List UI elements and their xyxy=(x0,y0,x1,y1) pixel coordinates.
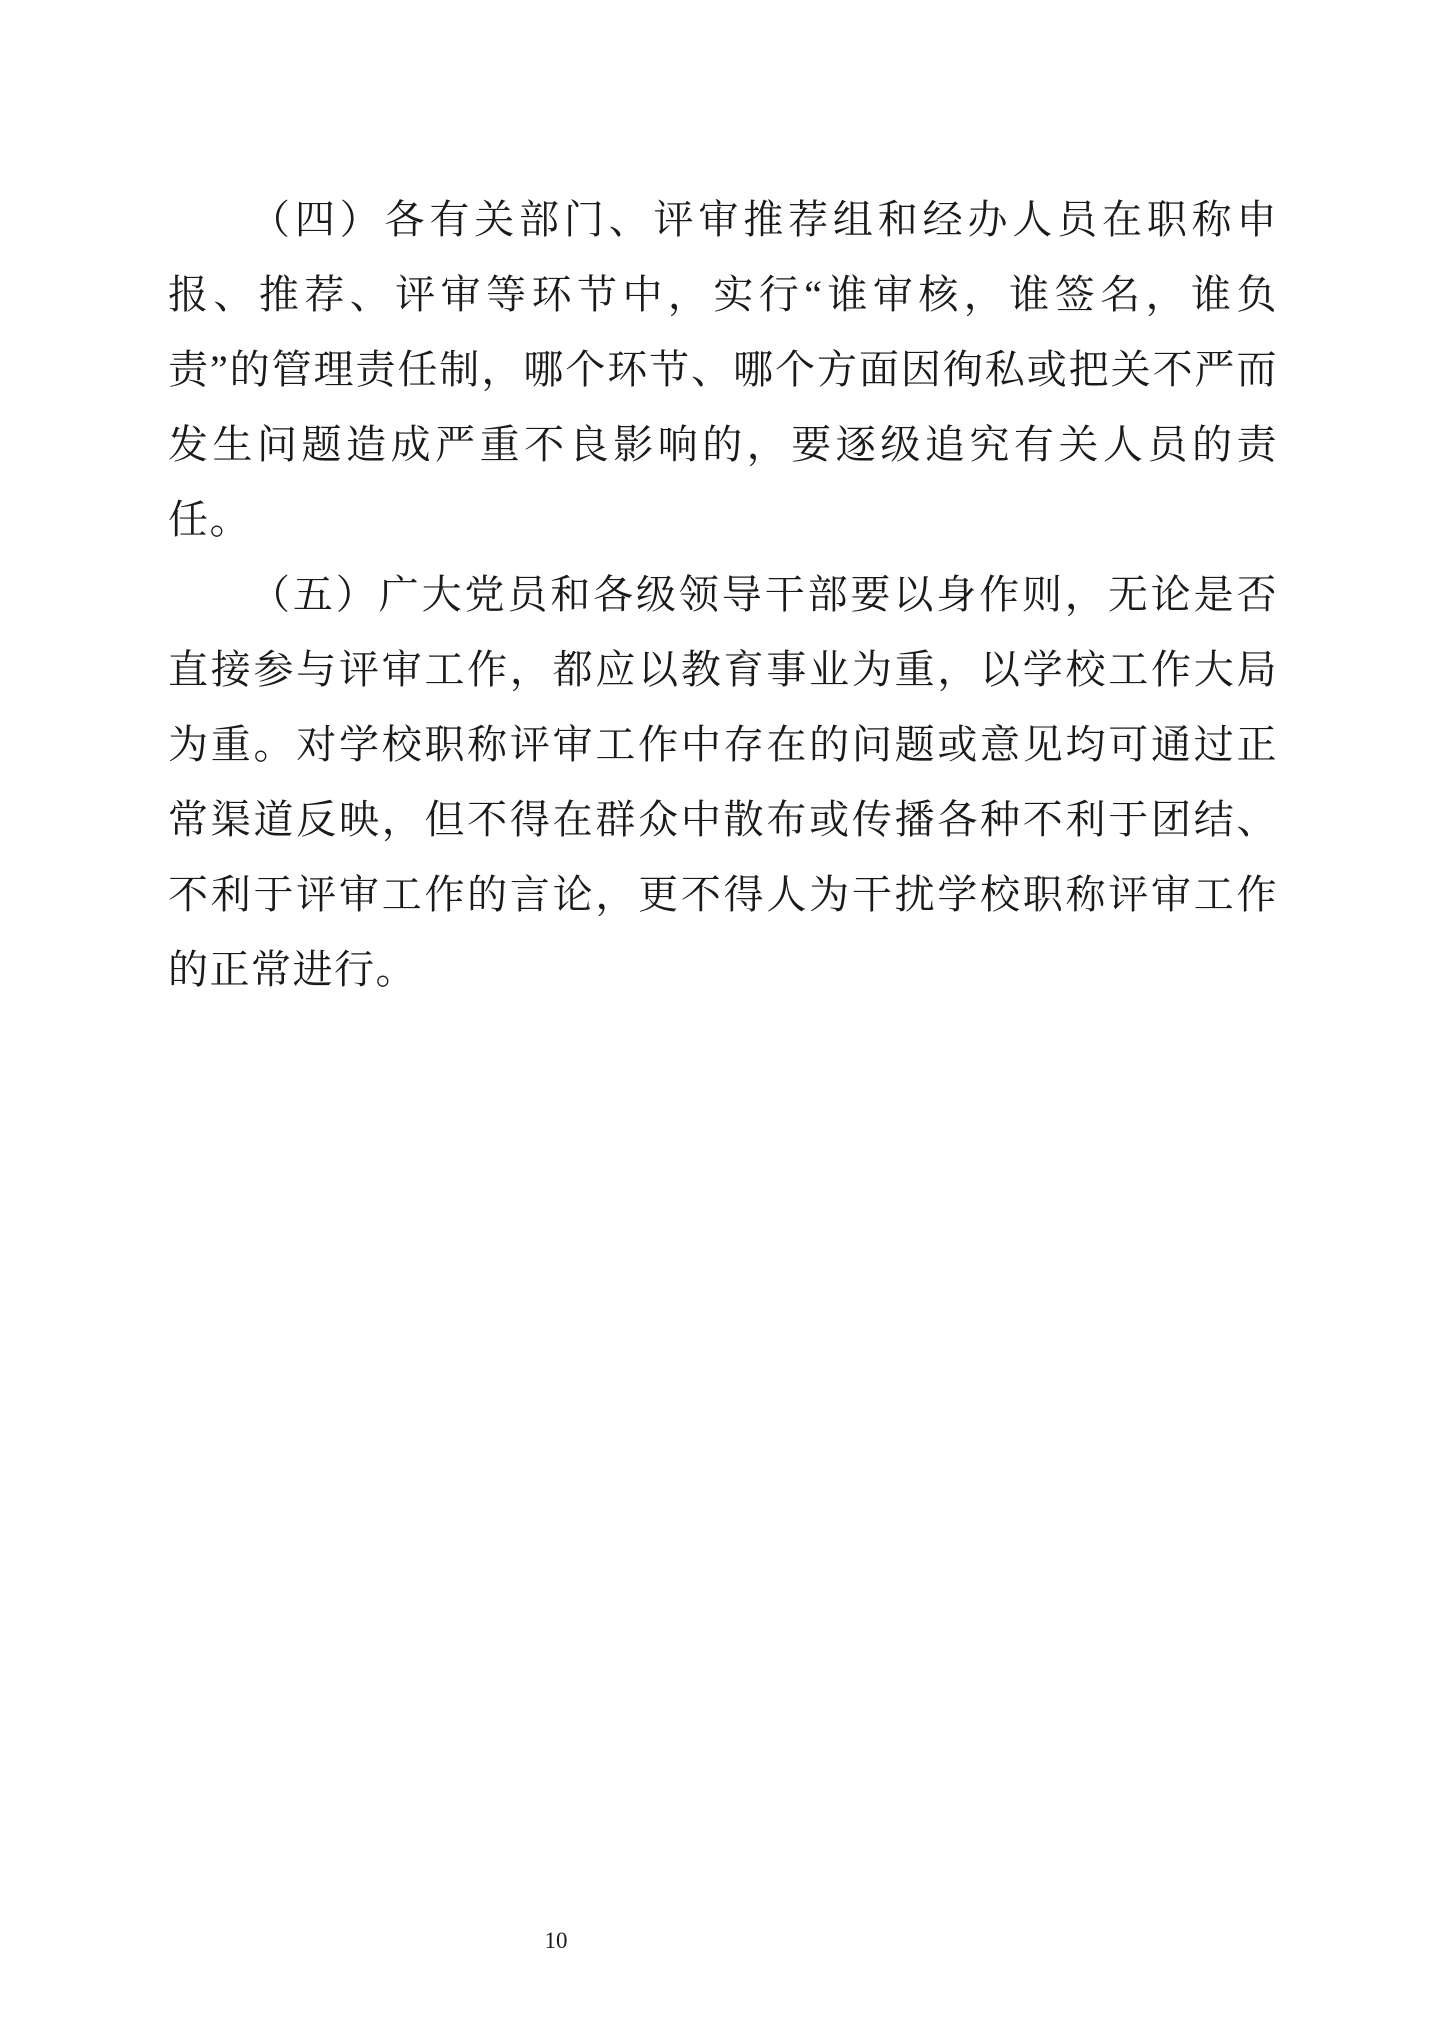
paragraph-item-4: （四）各有关部门、评审推荐组和经办人员在职称申报、推荐、评审等环节中，实行“谁审核，谁签名，谁负责”的管理责任制，哪个环节、哪个方面因徇私或把关不严而发生问题造成严重不良影响的，要逐级追究有关人员的责任。 xyxy=(168,197,1278,542)
page-number: 10 xyxy=(544,1928,568,1953)
paragraph-item-5: （五）广大党员和各级领导干部要以身作则，无论是否直接参与评审工作，都应以教育事业为重，以学校工作大局为重。对学校职称评审工作中存在的问题或意见均可通过正常渠道反映，但不得在群众中散布或传播各种不利于团结、不利于评审工作的言论，更不得人为干扰学校职称评审工作的正常进行。 xyxy=(168,572,1278,992)
document-body xyxy=(168,182,1278,1007)
